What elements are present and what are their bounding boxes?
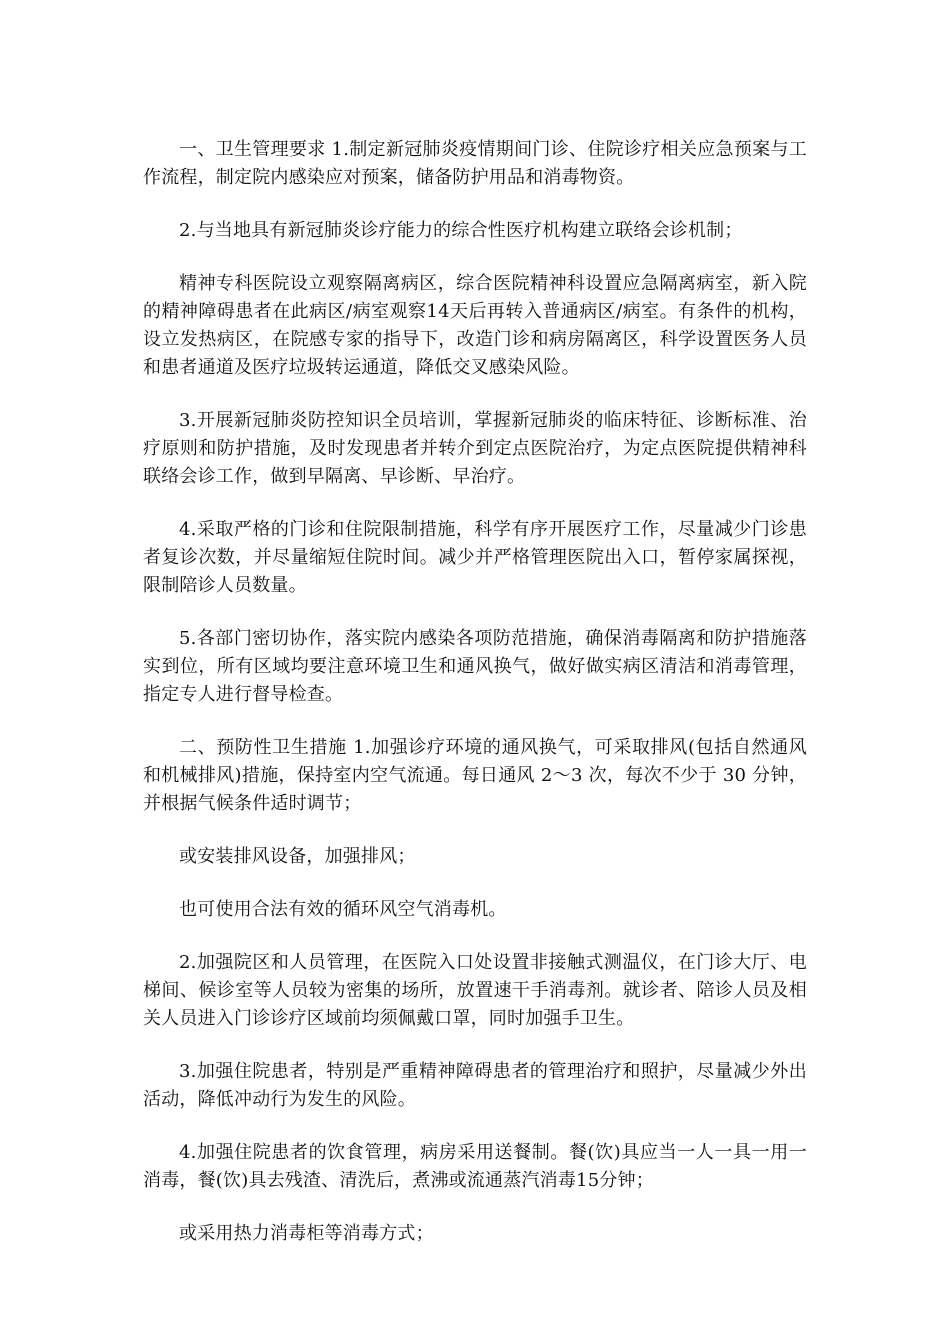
paragraph-7: 二、预防性卫生措施 1.加强诊疗环境的通风换气，可采取排风(包括自然通风和机械排风)措施，保持室内空气流通。每日通风 2～3 次，每次不少于 30 分钟，并根据气候条件适时调节； [143,737,807,814]
paragraph-6: 5.各部门密切协作，落实院内感染各项防范措施，确保消毒隔离和防护措施落实到位，所有区域均要注意环境卫生和通风换气，做好做实病区清洁和消毒管理，指定专人进行督导检查。 [143,628,807,705]
paragraph-9: 也可使用合法有效的循环风空气消毒机。 [179,899,507,920]
paragraph-8: 或安装排风设备，加强排风； [179,846,416,867]
paragraph-5: 4.采取严格的门诊和住院限制措施，科学有序开展医疗工作，尽量减少门诊患者复诊次数，并尽量缩短住院时间。减少并严格管理医院出入口，暂停家属探视，限制陪诊人员数量。 [143,519,807,596]
paragraph-4: 3.开展新冠肺炎防控知识全员培训，掌握新冠肺炎的临床特征、诊断标准、治疗原则和防护措施，及时发现患者并转介到定点医院治疗，为定点医院提供精神科联络会诊工作，做到早隔离、早诊断、早治疗。 [143,410,807,487]
document-body [143,136,807,1273]
paragraph-11: 3.加强住院患者，特别是严重精神障碍患者的管理治疗和照护，尽量减少外出活动，降低冲动行为发生的风险。 [143,1061,807,1110]
paragraph-2: 2.与当地具有新冠肺炎诊疗能力的综合性医疗机构建立联络会诊机制； [179,220,743,241]
paragraph-13: 或采用热力消毒柜等消毒方式； [179,1223,434,1244]
paragraph-10: 2.加强院区和人员管理，在医院入口处设置非接触式测温仪，在门诊大厅、电梯间、候诊室等人员较为密集的场所，放置速干手消毒剂。就诊者、陪诊人员及相关人员进入门诊诊疗区域前均须佩戴口罩，同时加强手卫生。 [143,952,807,1029]
paragraph-12: 4.加强住院患者的饮食管理，病房采用送餐制。餐(饮)具应当一人一具一用一消毒，餐(饮)具去残渣、清洗后，煮沸或流通蒸汽消毒15分钟； [143,1142,807,1191]
paragraph-1: 一、卫生管理要求 1.制定新冠肺炎疫情期间门诊、住院诊疗相关应急预案与工作流程，制定院内感染应对预案，储备防护用品和消毒物资。 [143,139,807,188]
paragraph-3: 精神专科医院设立观察隔离病区，综合医院精神科设置应急隔离病室，新入院的精神障碍患者在此病区/病室观察14天后再转入普通病区/病室。有条件的机构，设立发热病区，在院感专家的指导下，改造门诊和病房隔离区，科学设置医务人员和患者通道及医疗垃圾转运通道，降低交叉感染风险。 [143,273,807,378]
